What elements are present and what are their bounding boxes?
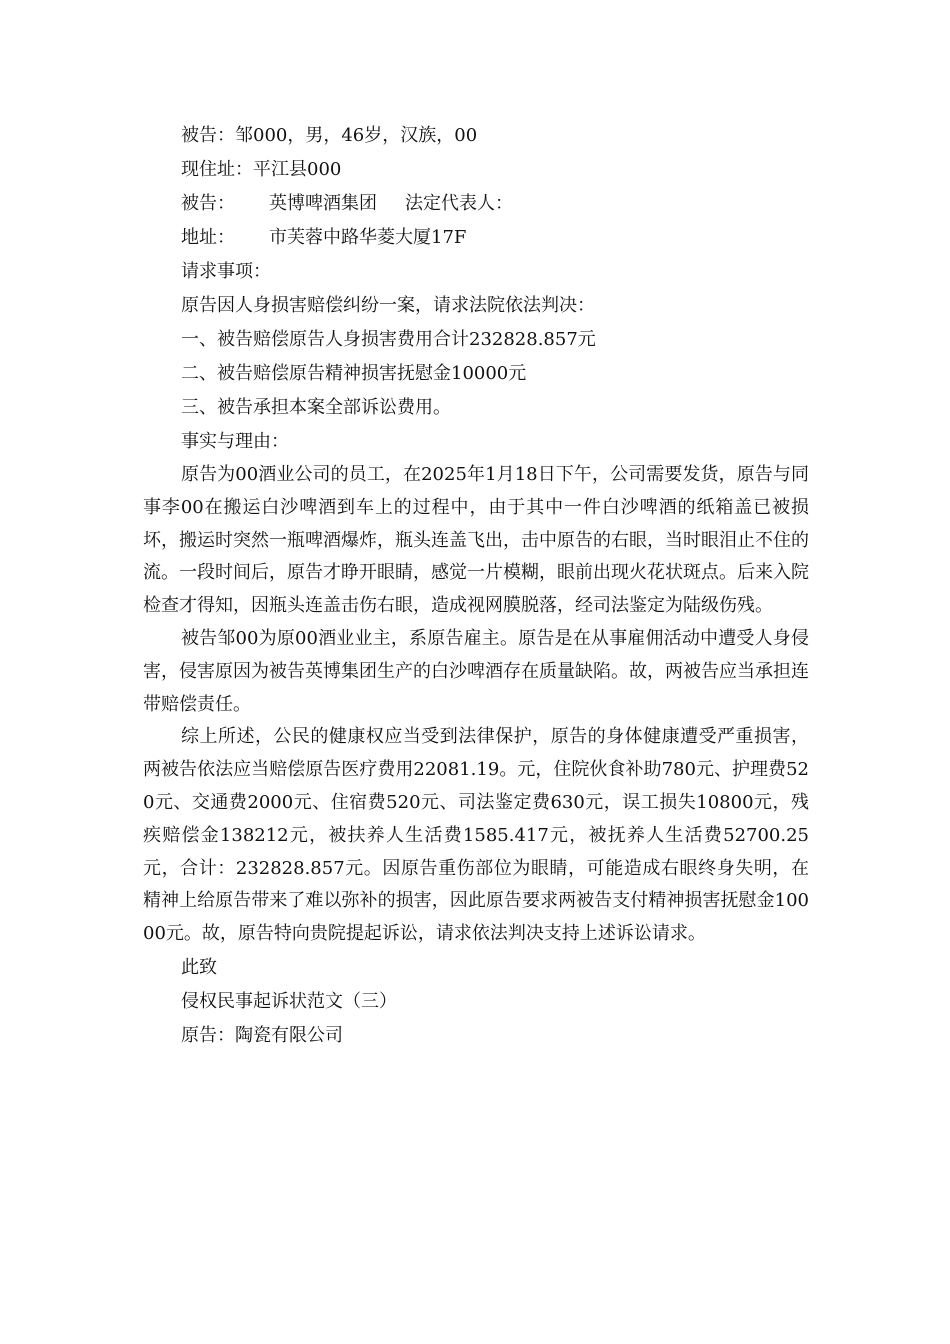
company-address-line <box>143 221 809 255</box>
claim-item: 二、被告赔偿原告精神损害抚慰金10000元 <box>181 363 527 384</box>
closing-line: 此致 <box>181 956 217 978</box>
defendant-line: 被告：邹000，男，46岁，汉族，00 <box>181 125 478 146</box>
claim-item: 一、被告赔偿原告人身损害费用合计232828.857元 <box>181 329 596 350</box>
facts-paragraph: 被告邹00为原00酒业业主，系原告雇主。原告是在从事雇佣活动中遭受人身侵害，侵害原因为被告英博集团生产的白沙啤酒存在质量缺陷。故，两被告应当承担连带赔偿责任。 <box>143 627 809 715</box>
facts-heading: 事实与理由： <box>181 431 289 452</box>
facts-paragraph: 综上所述，公民的健康权应当受到法律保护，原告的身体健康遭受严重损害，两被告依法应当赔偿原告医疗费用22081.19。元，住院伙食补助780元、护理费520元、交通费2000元、住宿费520元、司法鉴定费630元，误工损失10800元，残疾赔偿金138212元，被扶养人生活费1585.417元，被抚养人生活费52700.25元，合计：232828.857元。因原告重伤部位为眼睛，可能造成右眼终身失明，在精神上给原告带来了难以弥补的损害，因此原告要求两被告支付精神损害抚慰金10000元。故，原告特向贵院提起诉讼，请求依法判决支持上述诉讼请求。 <box>143 726 809 945</box>
next-sample-title: 侵权民事起诉状范文（三） <box>181 990 397 1012</box>
facts-paragraph: 原告为00酒业公司的员工，在2025年1月18日下午，公司需要发货，原告与同事李00在搬运白沙啤酒到车上的过程中，由于其中一件白沙啤酒的纸箱盖已被损坏，搬运时突然一瓶啤酒爆炸，瓶头连盖飞出，击中原告的右眼，当时眼泪止不住的流。一段时间后，原告才睁开眼睛，感觉一片模糊，眼前出现火花状斑点。后来入院检查才得知，因瓶头连盖击伤右眼，造成视网膜脱落，经司法鉴定为陆级伤残。 <box>143 464 809 617</box>
defendant-company: 英博啤酒集团 <box>269 193 377 214</box>
claim-item: 三、被告承担本案全部诉讼费用。 <box>181 397 451 418</box>
address-value: 市芙蓉中路华菱大厦17F <box>269 227 467 248</box>
address-label: 地址： <box>181 227 235 248</box>
claims-heading: 请求事项： <box>181 261 271 282</box>
next-plaintiff-line: 原告：陶瓷有限公司 <box>181 1024 343 1046</box>
defendant-prefix: 被告： <box>181 193 235 214</box>
document-body <box>143 119 809 1053</box>
defendant-address-line: 现住址：平江县000 <box>181 159 342 180</box>
legal-representative-label: 法定代表人： <box>405 193 513 214</box>
claims-intro: 原告因人身损害赔偿纠纷一案，请求法院依法判决： <box>181 295 595 316</box>
defendant-company-line <box>143 187 809 221</box>
